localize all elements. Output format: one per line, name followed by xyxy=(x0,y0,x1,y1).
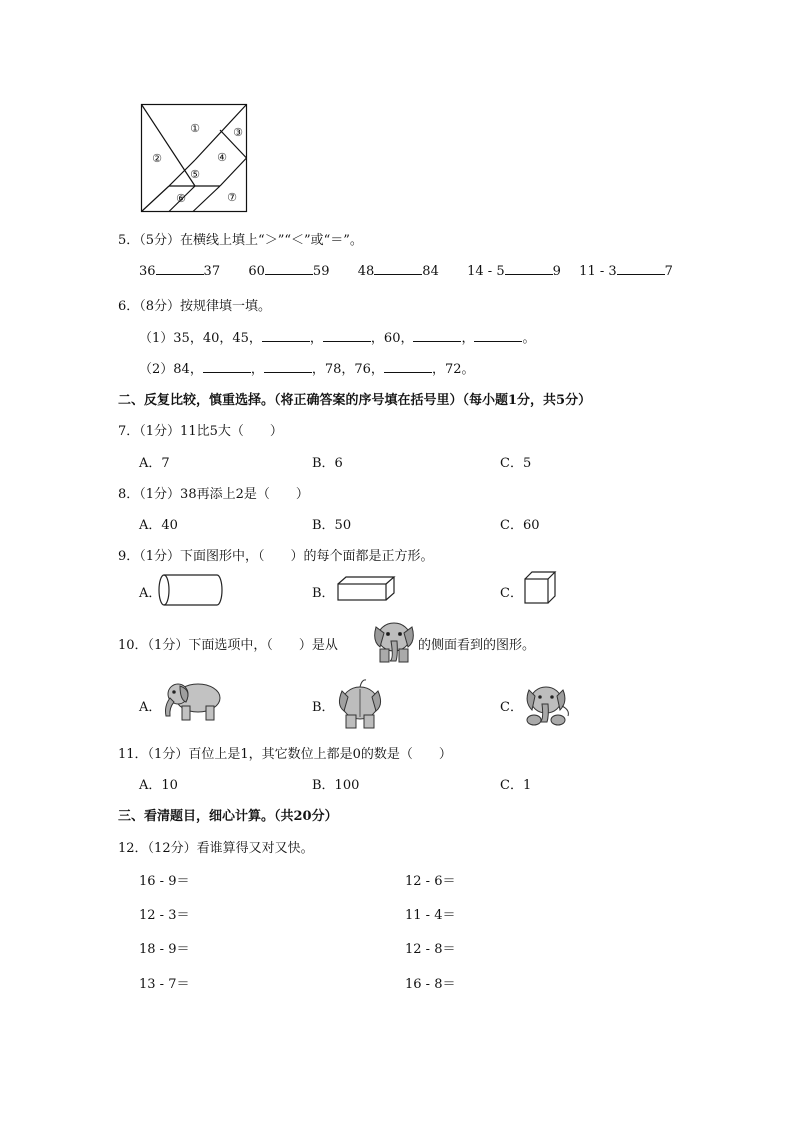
q12-right-3[interactable]: 12 - 8＝ xyxy=(405,942,456,957)
q7-option-b[interactable]: B．6 xyxy=(312,456,343,471)
q5-item-2-left: 60 xyxy=(248,264,265,279)
q5-item-4-right: 9 xyxy=(552,264,561,279)
q10-option-a[interactable]: A． xyxy=(139,700,162,715)
q5-blank-3[interactable] xyxy=(374,262,422,275)
q12-left-1[interactable]: 16 - 9＝ xyxy=(139,874,190,889)
q9-option-c[interactable]: C． xyxy=(500,586,523,601)
q5-blank-5[interactable] xyxy=(617,262,665,275)
q5-items xyxy=(139,262,673,279)
tangram-piece-2: ② xyxy=(152,152,162,165)
cuboid-icon xyxy=(337,576,397,602)
q12-left-2[interactable]: 12 - 3＝ xyxy=(139,908,190,923)
tangram-piece-4: ④ xyxy=(217,151,227,164)
q5-blank-4[interactable] xyxy=(505,262,553,275)
q12-right-1[interactable]: 12 - 6＝ xyxy=(405,874,456,889)
q5-item-5-right: 7 xyxy=(664,264,673,279)
q11-title: 11．（1分）百位上是1，其它数位上都是0的数是（ ） xyxy=(118,747,452,762)
elephant-back-icon xyxy=(336,677,384,729)
q8-option-c[interactable]: C．60 xyxy=(500,518,540,533)
q9-option-b[interactable]: B． xyxy=(312,586,335,601)
q7-title: 7．（1分）11比5大（ ） xyxy=(118,424,283,439)
q5-item-2-right: 59 xyxy=(312,264,330,279)
q10-option-c[interactable]: C． xyxy=(500,700,523,715)
elephant-front-icon xyxy=(371,615,417,665)
q12-left-4[interactable]: 13 - 7＝ xyxy=(139,977,190,992)
q6-line1-blank-3[interactable] xyxy=(413,329,461,342)
q6-line1 xyxy=(139,327,536,346)
q5-item-5-left: 11 - 3 xyxy=(579,264,617,279)
q6-line2-end: ，72。 xyxy=(431,362,475,377)
q11-option-c[interactable]: C．1 xyxy=(500,778,532,793)
q12-left-3[interactable]: 18 - 9＝ xyxy=(139,942,190,957)
q6-title: 6．（8分）按规律填一填。 xyxy=(118,299,272,314)
q8-option-a[interactable]: A．40 xyxy=(139,518,178,533)
q6-line1-sep1: ， xyxy=(309,331,323,346)
tangram-piece-1: ① xyxy=(190,122,200,135)
q5-item-4-left: 14 - 5 xyxy=(467,264,505,279)
q12-title: 12．（12分）看谁算得又对又快。 xyxy=(118,841,314,856)
q6-line1-end: 。 xyxy=(522,331,536,346)
q10-option-b[interactable]: B． xyxy=(312,700,335,715)
q6-line1-sep2: ， xyxy=(461,331,475,346)
q6-line2-sep1: ， xyxy=(250,362,264,377)
q6-line1-mid: ，60， xyxy=(370,331,414,346)
q6-line2-mid: ，78，76， xyxy=(311,362,384,377)
q6-line1-blank-4[interactable] xyxy=(474,329,522,342)
elephant-front-sitting-icon xyxy=(522,680,572,730)
section3-heading: 三、看清题目，细心计算。（共20分） xyxy=(118,809,338,824)
q10-title-before: 10．（1分）下面选项中，（ ）是从 xyxy=(118,638,338,653)
tangram-piece-6: ⑥ xyxy=(176,192,186,205)
q5-blank-1[interactable] xyxy=(156,262,204,275)
tangram-piece-3: ③ xyxy=(233,126,243,139)
q9-title: 9．（1分）下面图形中，（ ）的每个面都是正方形。 xyxy=(118,549,434,564)
q8-title: 8．（1分）38再添上2是（ ） xyxy=(118,487,309,502)
q5-item-3-left: 48 xyxy=(357,264,375,279)
q6-line2-prefix: （2）84， xyxy=(139,362,203,377)
section2-heading: 二、反复比较，慎重选择。（将正确答案的序号填在括号里）（每小题1分，共5分） xyxy=(118,393,592,408)
q5-item-3-right: 84 xyxy=(422,264,439,279)
q7-option-a[interactable]: A．7 xyxy=(139,456,170,471)
q9-option-a[interactable]: A． xyxy=(139,586,162,601)
q12-right-2[interactable]: 11 - 4＝ xyxy=(405,908,456,923)
q5-item-1-left: 36 xyxy=(139,264,156,279)
q6-line2-blank-1[interactable] xyxy=(203,360,251,373)
tangram-piece-5: ⑤ xyxy=(190,168,200,181)
q6-line1-blank-1[interactable] xyxy=(262,329,310,342)
q7-option-c[interactable]: C．5 xyxy=(500,456,532,471)
q6-line2 xyxy=(139,358,474,377)
q5-blank-2[interactable] xyxy=(265,262,313,275)
tangram-piece-7: ⑦ xyxy=(227,191,237,204)
q11-option-b[interactable]: B．100 xyxy=(312,778,360,793)
q8-option-b[interactable]: B．50 xyxy=(312,518,352,533)
q6-line1-blank-2[interactable] xyxy=(323,329,371,342)
q12-right-4[interactable]: 16 - 8＝ xyxy=(405,977,456,992)
cube-icon xyxy=(524,571,556,605)
q6-line1-prefix: （1）35，40，45， xyxy=(139,331,262,346)
q6-line2-blank-2[interactable] xyxy=(264,360,312,373)
q11-option-a[interactable]: A．10 xyxy=(139,778,178,793)
elephant-side-icon xyxy=(160,680,224,722)
q5-item-1-right: 37 xyxy=(203,264,221,279)
cylinder-icon xyxy=(158,572,224,608)
q6-line2-blank-3[interactable] xyxy=(384,360,432,373)
q10-title-after: 的侧面看到的图形。 xyxy=(418,638,536,653)
tangram-figure xyxy=(141,104,247,212)
q5-title: 5．（5分）在横线上填上“＞”“＜”或“＝”。 xyxy=(118,233,363,248)
